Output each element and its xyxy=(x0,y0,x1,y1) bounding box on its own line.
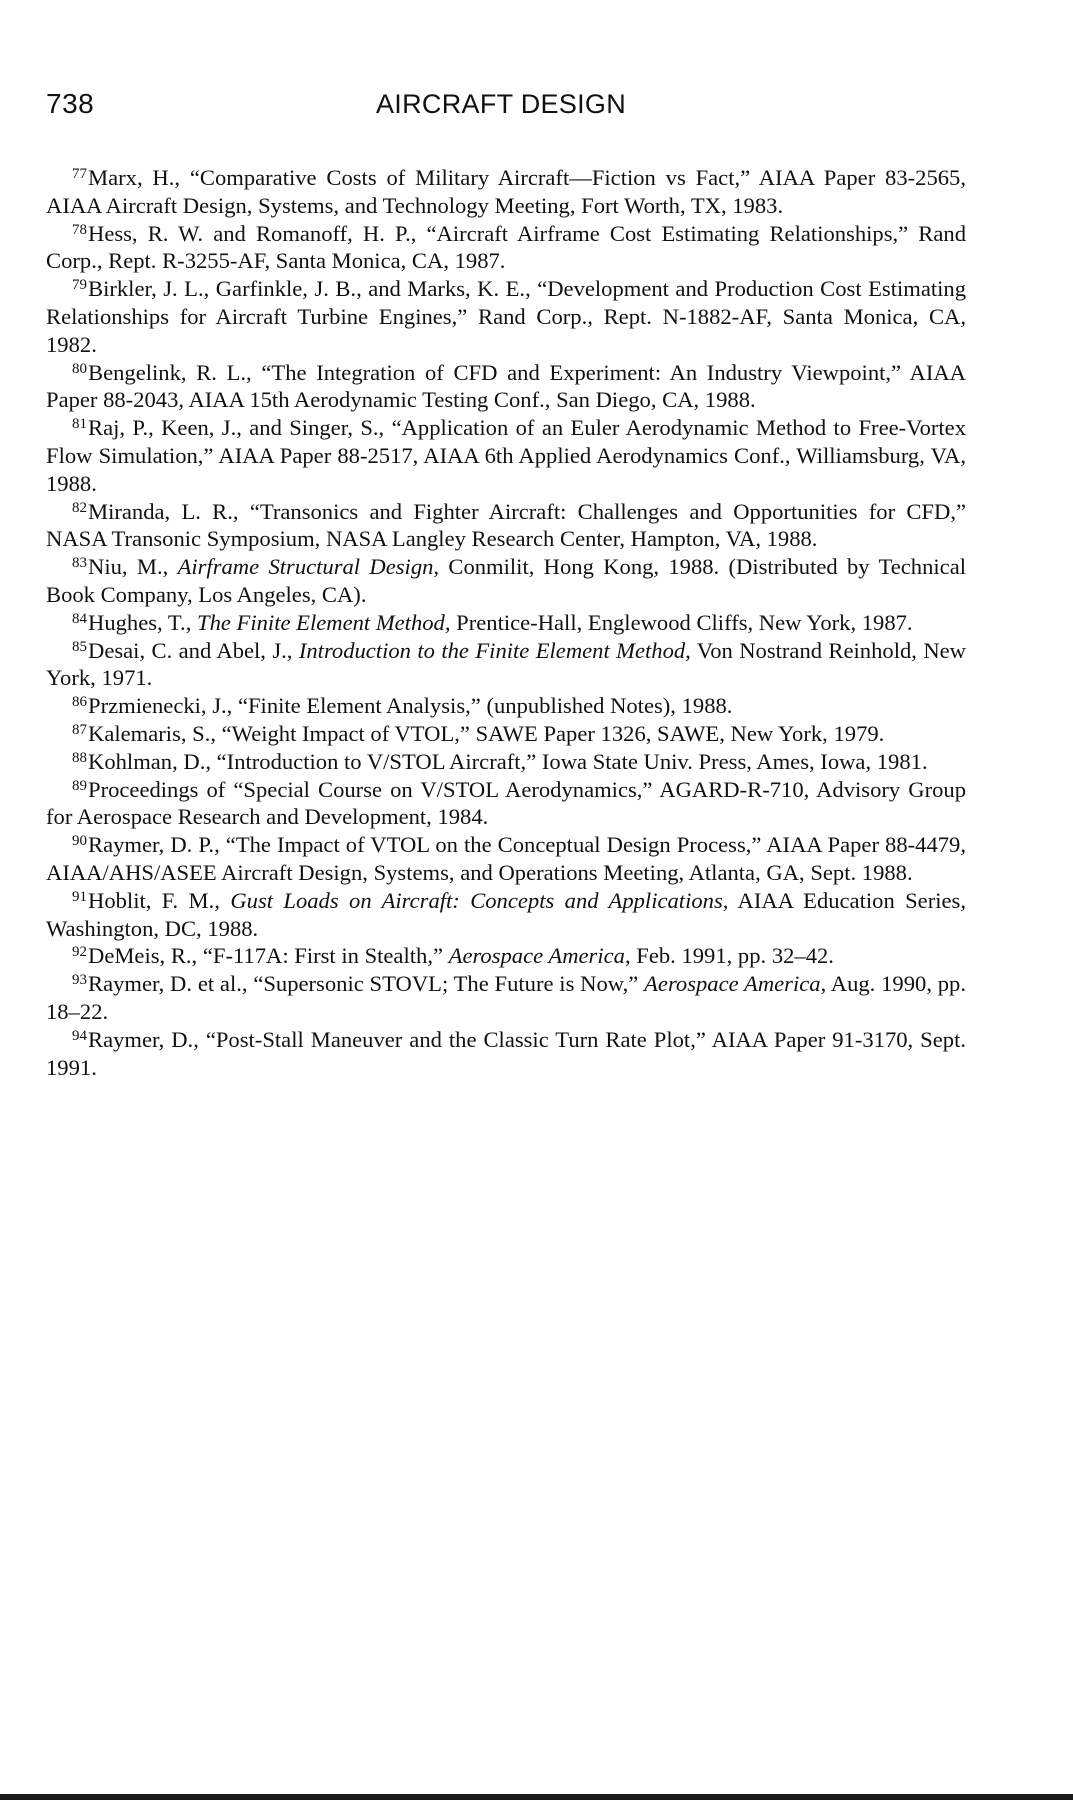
reference-italic-title: Airframe Structural Design, xyxy=(177,554,440,580)
reference-entry xyxy=(46,1026,966,1082)
reference-number: 90 xyxy=(72,833,87,850)
reference-number: 94 xyxy=(72,1027,87,1044)
reference-entry xyxy=(46,692,966,720)
reference-text-continued: , Feb. 1991, pp. 32–42. xyxy=(624,943,834,969)
page-bottom-rule xyxy=(0,1794,1073,1800)
reference-text: Raj, P., Keen, J., and Singer, S., “Application of an Euler Aerodynamic Method to Free-Vortex Flow Simulation,” AIAA Paper 88-2517, AIAA 6th Applied Aerodynamics Conf., Williamsburg, VA, 1988. xyxy=(46,415,966,496)
reference-number: 92 xyxy=(72,944,87,961)
reference-list xyxy=(46,164,966,1081)
reference-number: 78 xyxy=(72,221,87,238)
reference-italic-title: Aerospace America xyxy=(644,971,821,997)
reference-entry xyxy=(46,776,966,832)
reference-text: DeMeis, R., “F-117A: First in Stealth,” xyxy=(88,943,449,969)
reference-entry xyxy=(46,609,966,637)
reference-number: 86 xyxy=(72,694,87,711)
reference-entry xyxy=(46,164,966,220)
reference-entry xyxy=(46,359,966,415)
reference-text-continued: Von Nostrand Reinhold, New York, 1971. xyxy=(46,637,966,691)
reference-number: 79 xyxy=(72,277,87,294)
reference-text: Proceedings of “Special Course on V/STOL Aerodynamics,” AGARD-R-710, Advisory Group for Aerospace Research and Development, 1984. xyxy=(46,776,966,830)
reference-text: Raymer, D. et al., “Supersonic STOVL; The Future is Now,” xyxy=(88,971,645,997)
reference-entry xyxy=(46,275,966,358)
reference-italic-title: Introduction to the Finite Element Method, xyxy=(298,637,691,663)
reference-entry xyxy=(46,831,966,887)
reference-text: Miranda, L. R., “Transonics and Fighter Aircraft: Challenges and Opportunities for CFD,” NASA Transonic Symposium, NASA Langley Research Center, Hampton, VA, 1988. xyxy=(46,498,966,552)
reference-text: Raymer, D. P., “The Impact of VTOL on the Conceptual Design Process,” AIAA Paper 88-4479, AIAA/AHS/ASEE Aircraft Design, Systems, and Operations Meeting, Atlanta, GA, Sept. 1988. xyxy=(46,832,966,885)
reference-text: Hess, R. W. and Romanoff, H. P., “Aircraft Airframe Cost Estimating Relationships,” Rand Corp., Rept. R-3255-AF, Santa Monica, CA, 1987. xyxy=(46,220,966,274)
reference-number: 82 xyxy=(72,499,87,516)
reference-number: 88 xyxy=(72,749,87,766)
reference-text: Marx, H., “Comparative Costs of Military Aircraft—Fiction vs Fact,” AIAA Paper 83-2565, AIAA Aircraft Design, Systems, and Technology Meeting, Fort Worth, TX, 1983. xyxy=(46,165,966,218)
reference-italic-title: The Finite Element Method, xyxy=(197,609,451,635)
reference-entry xyxy=(46,414,966,497)
reference-entry xyxy=(46,887,966,943)
reference-text-continued: Conmilit, Hong Kong, 1988. (Distributed by Technical Book Company, Los Angeles, CA). xyxy=(46,554,966,607)
reference-entry xyxy=(46,220,966,276)
reference-entry xyxy=(46,498,966,554)
reference-text: Hughes, T., xyxy=(88,609,197,635)
reference-number: 77 xyxy=(72,166,87,182)
reference-number: 85 xyxy=(72,638,87,655)
reference-text: Birkler, J. L., Garfinkle, J. B., and Marks, K. E., “Development and Production Cost Estimating Relationships for Aircraft Turbine Engines,” Rand Corp., Rept. N-1882-AF, Santa Monica, CA, 1982. xyxy=(46,276,966,357)
reference-number: 93 xyxy=(72,972,87,989)
reference-entry xyxy=(46,942,966,970)
reference-number: 83 xyxy=(72,555,87,572)
reference-text: Niu, M., xyxy=(88,554,178,580)
reference-text-continued: , AIAA Education Series, Washington, DC, 1988. xyxy=(46,887,966,941)
reference-entry xyxy=(46,720,966,748)
reference-number: 87 xyxy=(72,721,87,738)
reference-text: Kohlman, D., “Introduction to V/STOL Aircraft,” Iowa State Univ. Press, Ames, Iowa, 1981. xyxy=(88,748,928,774)
reference-text: Bengelink, R. L., “The Integration of CFD and Experiment: An Industry Viewpoint,” AIAA Paper 88-2043, AIAA 15th Aerodynamic Testing Conf., San Diego, CA, 1988. xyxy=(46,359,966,413)
reference-number: 91 xyxy=(72,888,87,905)
reference-number: 81 xyxy=(72,416,87,433)
reference-text: Raymer, D., “Post-Stall Maneuver and the Classic Turn Rate Plot,” AIAA Paper 91-3170, Sept. 1991. xyxy=(46,1026,966,1080)
reference-entry xyxy=(46,637,966,693)
reference-number: 80 xyxy=(72,360,87,377)
page-header xyxy=(46,84,1026,124)
reference-entry xyxy=(46,553,966,609)
reference-text: Hoblit, F. M., xyxy=(88,887,231,913)
reference-entry xyxy=(46,748,966,776)
reference-entry xyxy=(46,970,966,1026)
page-number: 738 xyxy=(46,88,95,119)
running-title: AIRCRAFT DESIGN xyxy=(376,89,627,119)
reference-text-continued: , Aug. 1990, pp. 18–22. xyxy=(46,971,967,1024)
reference-number: 89 xyxy=(72,777,87,794)
reference-text-continued: Prentice-Hall, Englewood Cliffs, New York, 1987. xyxy=(450,609,913,635)
reference-text: Kalemaris, S., “Weight Impact of VTOL,” SAWE Paper 1326, SAWE, New York, 1979. xyxy=(88,720,885,746)
reference-text: Przmienecki, J., “Finite Element Analysis,” (unpublished Notes), 1988. xyxy=(88,693,733,719)
reference-italic-title: Aerospace America xyxy=(448,943,625,969)
reference-italic-title: Gust Loads on Aircraft: Concepts and Applications xyxy=(230,887,723,913)
reference-text: Desai, C. and Abel, J., xyxy=(88,637,299,663)
reference-number: 84 xyxy=(72,610,87,627)
